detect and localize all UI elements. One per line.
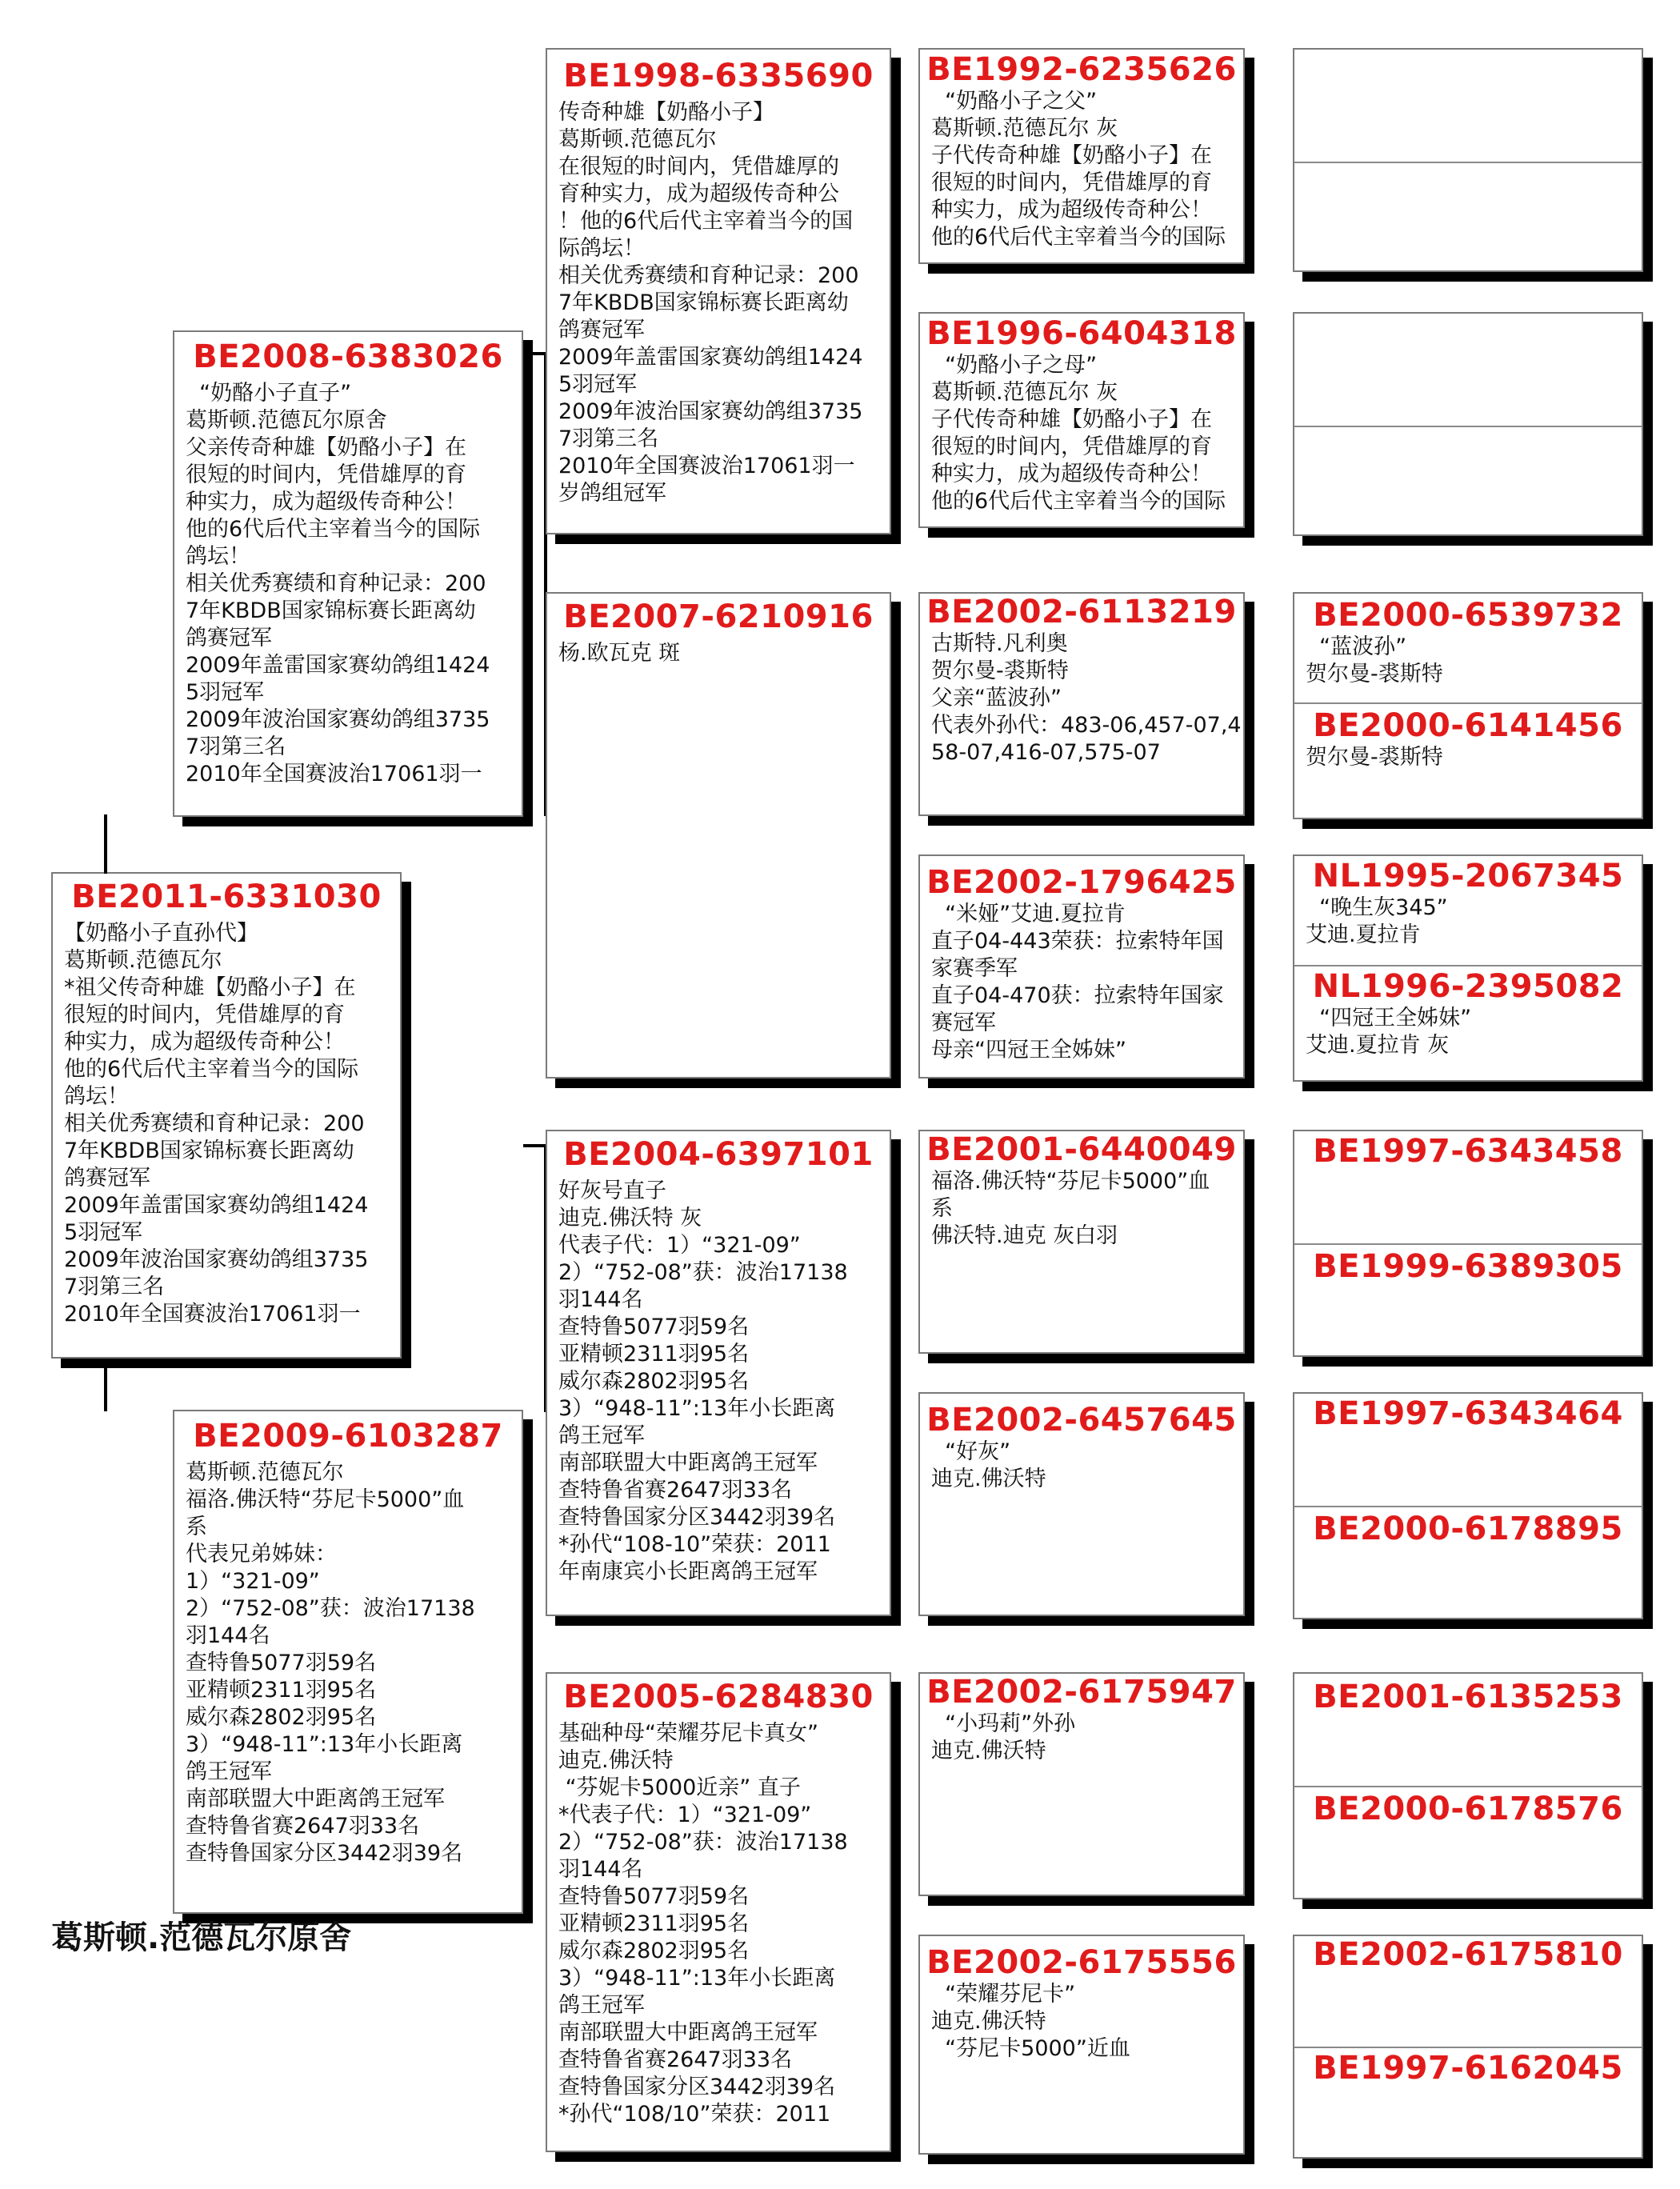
gen4-top-description-3: “蓝波孙” 贺尔曼-裘斯特	[1306, 634, 1443, 686]
sire-card[interactable]	[173, 330, 523, 817]
subject-dam-line	[104, 1359, 107, 1411]
gen3-card-4[interactable]	[918, 854, 1245, 1078]
gen3-card-2[interactable]	[918, 312, 1245, 528]
dam-ring-number: BE2009-6103287	[193, 1418, 503, 1455]
gen4-top-ring-number-3: BE2000-6539732	[1313, 597, 1623, 634]
gen2-card-2[interactable]	[546, 592, 891, 1078]
gen3-card-7[interactable]	[918, 1672, 1245, 1896]
gen4-card-1[interactable]	[1293, 48, 1643, 272]
dam-connector	[523, 1144, 547, 1412]
subject-ring-number: BE2011-6331030	[71, 878, 382, 915]
gen3-card-8[interactable]	[918, 1935, 1245, 2155]
gen4-bottom-ring-number-6: BE2000-6178895	[1313, 1511, 1623, 1547]
gen2-card-1[interactable]	[546, 48, 891, 534]
gen4-bottom-ring-number-3: BE2000-6141456	[1313, 707, 1623, 744]
gen3-ring-number-3: BE2002-6113219	[926, 594, 1237, 630]
gen4-bottom-ring-number-7: BE2000-6178576	[1313, 1791, 1623, 1827]
gen4-top-ring-number-8: BE2002-6175810	[1313, 1936, 1623, 1973]
gen4-top-ring-number-4: NL1995-2067345	[1312, 858, 1624, 894]
gen4-card-8[interactable]	[1293, 1935, 1643, 2159]
gen4-bottom-ring-number-5: BE1999-6389305	[1313, 1248, 1623, 1285]
dam-card[interactable]	[173, 1410, 523, 1914]
sire-ring-number: BE2008-6383026	[193, 338, 503, 375]
gen3-card-3[interactable]	[918, 592, 1245, 816]
gen3-description-3: 古斯特.凡利奥 贺尔曼-裘斯特 父亲“蓝波孙” 代表外孙代：483-06,457-07,4 58-07,416-07,575-07	[931, 631, 1242, 765]
gen4-top-ring-number-5: BE1997-6343458	[1313, 1133, 1623, 1170]
gen3-ring-number-6: BE2002-6457645	[926, 1402, 1237, 1439]
subject-description: 【奶酪小子直孙代】 葛斯顿.范德瓦尔 *祖父传奇种雄【奶酪小子】在 很短的时间内，凭借雄厚的育 种实力，成为超级传奇种公！ 他的6代后代主宰着当今的国际 鸽坛！ 相关优秀赛绩和育种记录：200 7年KBDB国家锦标赛长距离幼 鸽赛冠军 2009年盖雷国家赛幼鸽组1424 5羽冠军 2009年波治国家赛幼鸽组3735 7羽第三名 2010年全国赛波治17061羽一	[64, 921, 369, 1327]
subject-card[interactable]	[51, 872, 402, 1359]
gen3-card-5[interactable]	[918, 1130, 1245, 1354]
gen2-description-2: 杨.欧瓦克 斑	[558, 641, 681, 666]
gen3-description-1: “奶酪小子之父” 葛斯顿.范德瓦尔 灰 子代传奇种雄【奶酪小子】在 很短的时间内，凭借雄厚的育 种实力，成为超级传奇种公！ 他的6代后代主宰着当今的国际	[931, 89, 1226, 250]
gen2-ring-number-4: BE2005-6284830	[563, 1679, 874, 1715]
gen3-ring-number-4: BE2002-1796425	[926, 864, 1237, 901]
gen2-card-4[interactable]	[546, 1672, 891, 2152]
gen3-ring-number-8: BE2002-6175556	[926, 1944, 1237, 1981]
gen4-card-2[interactable]	[1293, 312, 1643, 536]
gen4-card-5[interactable]	[1293, 1130, 1643, 1357]
gen3-ring-number-1: BE1992-6235626	[926, 51, 1237, 88]
gen2-ring-number-3: BE2004-6397101	[563, 1136, 874, 1173]
gen4-bottom-description-4: “四冠王全姊妹” 艾迪.夏拉肯 灰	[1306, 1006, 1472, 1058]
gen4-top-ring-number-6: BE1997-6343464	[1313, 1395, 1623, 1432]
gen3-description-7: “小玛莉”外孙 迪克.佛沃特	[931, 1711, 1076, 1763]
gen3-ring-number-2: BE1996-6404318	[926, 315, 1237, 352]
subject-sire-line	[104, 814, 107, 874]
gen4-card-3[interactable]	[1293, 592, 1643, 819]
gen2-description-4: 基础种母“荣耀芬尼卡真女” 迪克.佛沃特 “芬妮卡5000近亲” 直子 *代表子代：1）“321-09” 2）“752-08”获：波治17138 羽144名 查特鲁5077羽59名 亚精顿2311羽95名 威尔森2802羽95名 3）“948-11”:13年小长距离 鸽王冠军 南部联盟大中距离鸽王冠军 查特鲁省赛2647羽33名 查特鲁国家分区3442羽39名 *孙代“108/10”荣获：2011	[558, 1721, 848, 2127]
gen3-description-5: 福洛.佛沃特“芬尼卡5000”血 系 佛沃特.迪克 灰白羽	[931, 1169, 1210, 1248]
gen3-description-2: “奶酪小子之母” 葛斯顿.范德瓦尔 灰 子代传奇种雄【奶酪小子】在 很短的时间内，凭借雄厚的育 种实力，成为超级传奇种公！ 他的6代后代主宰着当今的国际	[931, 353, 1226, 514]
gen2-ring-number-2: BE2007-6210916	[563, 598, 874, 635]
gen4-top-ring-number-7: BE2001-6135253	[1313, 1679, 1623, 1715]
gen3-description-8: “荣耀芬尼卡” 迪克.佛沃特 “芬尼卡5000”近血	[931, 1982, 1130, 2061]
gen4-card-7[interactable]	[1293, 1672, 1643, 1899]
gen2-description-3: 好灰号直子 迪克.佛沃特 灰 代表子代：1）“321-09” 2）“752-08”获：波治17138 羽144名 查特鲁5077羽59名 亚精顿2311羽95名 威尔森2802羽95名 3）“948-11”:13年小长距离 鸽王冠军 南部联盟大中距离鸽王冠军 查特鲁省赛2647羽33名 查特鲁国家分区3442羽39名 *孙代“108-10”荣获：2011 年南康宾小长距离鸽王冠军	[558, 1179, 848, 1584]
gen2-ring-number-1: BE1998-6335690	[563, 58, 874, 94]
gen3-card-1[interactable]	[918, 48, 1245, 264]
gen2-description-1: 传奇种雄【奶酪小子】 葛斯顿.范德瓦尔 在很短的时间内，凭借雄厚的 育种实力，成为超级传奇种公 ！他的6代后代主宰着当今的国 际鸽坛！ 相关优秀赛绩和育种记录：200 7年KBDB国家锦标赛长距离幼 鸽赛冠军 2009年盖雷国家赛幼鸽组1424 5羽冠军 2009年波治国家赛幼鸽组3735 7羽第三名 2010年全国赛波治17061羽一 岁鸽组冠军	[558, 100, 863, 506]
loft-name: 葛斯顿.范德瓦尔原舍	[51, 1919, 352, 1956]
gen4-card-4[interactable]	[1293, 854, 1643, 1082]
gen3-ring-number-7: BE2002-6175947	[926, 1674, 1237, 1711]
gen2-card-3[interactable]	[546, 1130, 891, 1616]
dam-description: 葛斯顿.范德瓦尔 福洛.佛沃特“芬尼卡5000”血 系 代表兄弟姊妹： 1）“321-09” 2）“752-08”获：波治17138 羽144名 查特鲁5077羽59名 亚精顿2311羽95名 威尔森2802羽95名 3）“948-11”:13年小长距离 鸽王冠军 南部联盟大中距离鸽王冠军 查特鲁省赛2647羽33名 查特鲁国家分区3442羽39名	[186, 1460, 475, 1866]
gen3-description-4: “米娅”艾迪.夏拉肯 直子04-443荣获：拉索特年国 家赛季军 直子04-470获：拉索特年国家 赛冠军 母亲“四冠王全姊妹”	[931, 902, 1224, 1062]
sire-description: “奶酪小子直子” 葛斯顿.范德瓦尔原舍 父亲传奇种雄【奶酪小子】在 很短的时间内，凭借雄厚的育 种实力，成为超级传奇种公！ 他的6代后代主宰着当今的国际 鸽坛！ 相关优秀赛绩和育种记录：200 7年KBDB国家锦标赛长距离幼 鸽赛冠军 2009年盖雷国家赛幼鸽组1424 5羽冠军 2009年波治国家赛幼鸽组3735 7羽第三名 2010年全国赛波治17061羽一	[186, 381, 490, 786]
gen4-bottom-ring-number-8: BE1997-6162045	[1313, 2050, 1623, 2087]
gen4-card-6[interactable]	[1293, 1392, 1643, 1619]
sire-connector	[523, 352, 547, 816]
gen4-bottom-ring-number-4: NL1996-2395082	[1312, 968, 1624, 1005]
gen3-ring-number-5: BE2001-6440049	[926, 1131, 1237, 1168]
gen4-bottom-description-3: 贺尔曼-裘斯特	[1306, 745, 1443, 770]
gen3-card-6[interactable]	[918, 1392, 1245, 1616]
gen3-description-6: “好灰” 迪克.佛沃特	[931, 1439, 1046, 1491]
gen4-top-description-4: “晚生灰345” 艾迪.夏拉肯	[1306, 895, 1448, 947]
